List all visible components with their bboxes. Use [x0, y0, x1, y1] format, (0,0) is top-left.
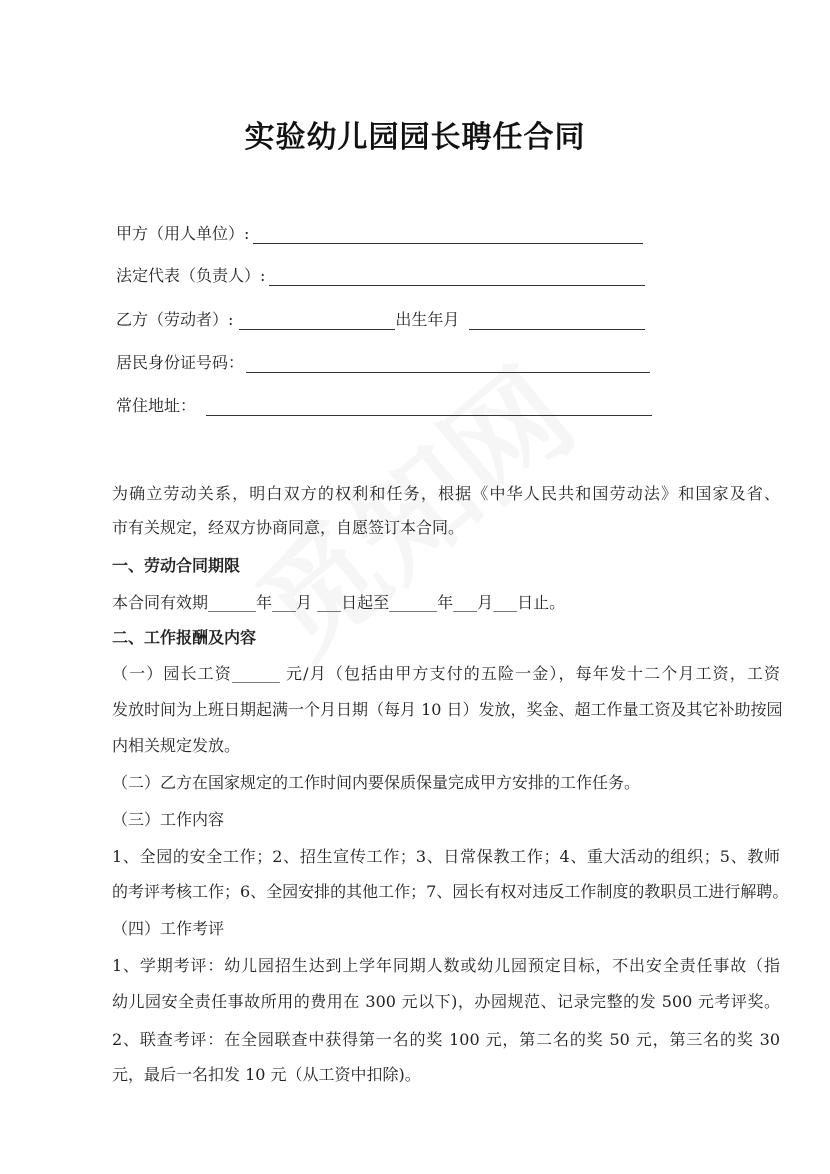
legal-rep-field: [116, 264, 645, 286]
party-a-blank[interactable]: [253, 225, 643, 244]
address-blank[interactable]: [206, 397, 652, 416]
address-label: 常住地址：: [116, 396, 197, 415]
birth-blank[interactable]: [469, 311, 645, 330]
salary-line: （一）园长工资______ 元/月（包括由甲方支付的五险一金），每年发十二个月工资，工资: [112, 664, 780, 683]
id-number-field: [116, 351, 650, 373]
party-a-label: 甲方（用人单位）:: [116, 224, 250, 243]
birth-label: 出生年月: [395, 310, 460, 329]
section-heading: 二、工作报酬及内容: [112, 628, 257, 647]
legal-rep-blank[interactable]: [269, 267, 645, 286]
salary-line: 内相关规定发放。: [112, 736, 241, 755]
document-title: 实验幼儿园园长聘任合同: [244, 120, 586, 155]
subheading: （三）工作内容: [112, 810, 225, 829]
intro-line: 为确立劳动关系，明白双方的权利和任务，根据《中华人民共和国劳动法》和国家及省、: [112, 484, 780, 503]
address-field: [116, 394, 652, 416]
contract-term: 本合同有效期______年___月 ___日起至______年___月___日止。: [112, 593, 566, 612]
evaluation-line: 元，最后一名扣发 10 元（从工资中扣除)。: [112, 1065, 421, 1084]
id-number-label: 居民身份证号码：: [116, 353, 245, 372]
work-content-line: 1、全园的安全工作；2、招生宣传工作；3、日常保教工作；4、重大活动的组织；5、教师: [112, 847, 780, 866]
work-content-line: 的考评考核工作；6、全园安排的其他工作；7、园长有权对违反工作制度的教职员工进行解聘。: [112, 882, 789, 901]
subheading: （四）工作考评: [112, 919, 225, 938]
evaluation-line: 2、联查考评：在全园联查中获得第一名的奖 100 元，第二名的奖 50 元，第三名的奖 30: [112, 1030, 780, 1049]
work-task: （二）乙方在国家规定的工作时间内要保质保量完成甲方安排的工作任务。: [112, 773, 641, 792]
evaluation-line: 1、学期考评：幼儿园招生达到上学年同期人数或幼儿园预定目标，不出安全责任事故（指: [112, 956, 780, 975]
section-heading: 一、劳动合同期限: [112, 556, 241, 575]
party-b-blank[interactable]: [239, 311, 395, 330]
evaluation-line: 幼儿园安全责任事故所用的费用在 300 元以下)，办园规范、记录完整的发 500 元考评奖。: [112, 992, 780, 1011]
salary-line: 发放时间为上班日期起满一个月日期（每月 10 日）发放，奖金、超工作量工资及其它补助按园: [112, 700, 783, 719]
party-a-field: [116, 222, 643, 244]
id-number-blank[interactable]: [246, 354, 650, 373]
legal-rep-label: 法定代表（负责人）:: [116, 266, 266, 285]
party-b-label: 乙方（劳动者）:: [116, 310, 234, 329]
party-b-field: [116, 308, 645, 330]
intro-line: 市有关规定，经双方协商同意，自愿签订本合同。: [112, 518, 465, 537]
